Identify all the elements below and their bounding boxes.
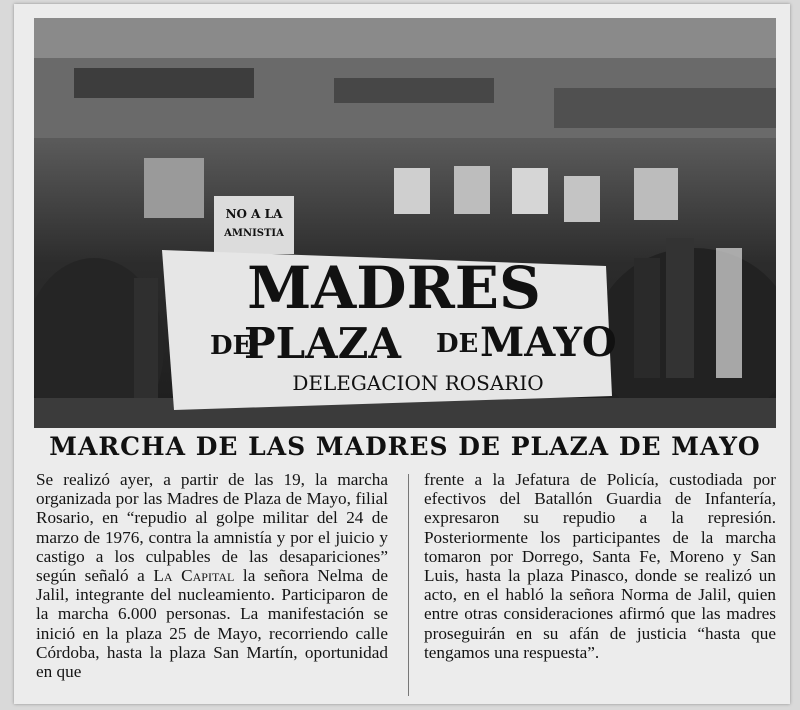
protest-sign [144,158,204,218]
sign-text-line2: AMNISTIA [224,228,284,239]
banner-de-2: DE [436,329,479,359]
banner-mayo: MAYO [480,319,617,366]
portrait-placard [394,168,430,214]
article-column-left [36,470,388,681]
banner-de-1: DE [210,331,253,361]
newspaper-name: La Capital [153,566,235,586]
marcher [634,258,660,378]
banner-plaza: PLAZA [244,319,401,368]
portrait-placard [634,168,678,220]
banner-madres: MADRES [247,254,541,322]
sign-text-line1: NO A LA [225,207,283,221]
portrait-placard [512,168,548,214]
article-text-part2: la señora Nelma de Jalil, integrante del nucleamiento. Participaron de la marcha 6.000 personas. La manifestación se inició en la plaza 25 de Mayo, recorriendo calle Córdoba, hasta la plaza San Martín, oportunidad en que [36,566,388,682]
awning-right [554,88,776,128]
banner-delegacion: DELEGACION ROSARIO [292,371,544,395]
newspaper-clipping [14,4,790,704]
marcher [666,238,694,378]
awning-center [334,78,494,103]
amnesty-sign [214,196,294,254]
march-photo [34,18,776,428]
portrait-placard [454,166,490,214]
article-text-part1: Se realizó ayer, a partir de las 19, la marcha organizada por las Madres de Plaza de Mayo, filial Rosario, en “repudio al golpe militar del 24 de marzo de 1976, contra la amnistía y por el juicio y castigo a los culpables de las desapariciones” según señaló a [36,470,388,586]
article-column-right: frente a la Jefatura de Policía, custodiada por efectivos del Batallón Guardia de Infantería, expresaron su repudio a la represión. Posteriormente los participantes de la marcha tomaron por Dorrego, Santa Fe, Moreno y San Luis, hasta la plaza Pinasco, donde se realizó un acto, en el habló la señora Norma de Jalil, quien entre otras consideraciones afirmó que las madres proseguirán en su afán de justicia “hasta que tengamos una respuesta”. [424,470,776,662]
balcony-left [74,68,254,98]
article-headline: MARCHA DE LAS MADRES DE PLAZA DE MAYO [49,432,761,461]
photo-illustration [34,18,776,428]
column-divider [408,474,409,696]
portrait-placard [564,176,600,222]
sky-area [34,18,776,58]
marcher [716,248,742,378]
marcher [134,278,158,398]
